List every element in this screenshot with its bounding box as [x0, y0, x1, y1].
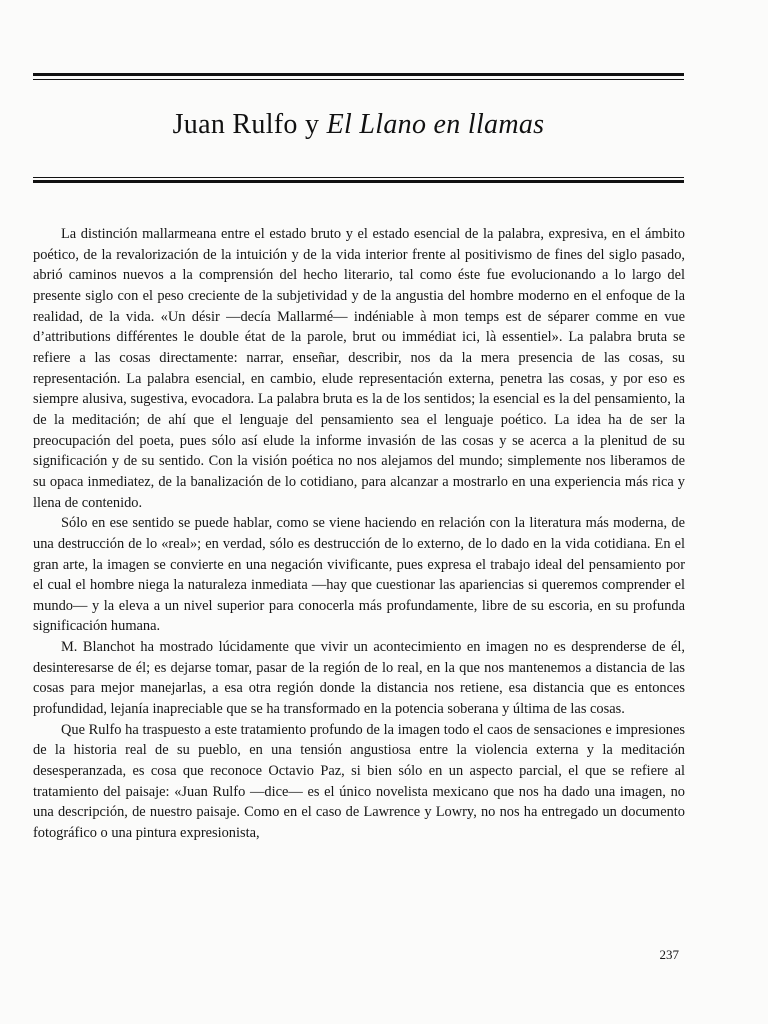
top-rule-thin	[33, 79, 684, 80]
page-number: 237	[659, 947, 679, 962]
title-italic: El Llano en llamas	[326, 109, 545, 140]
paragraph: Que Rulfo ha traspuesto a este tratamiento profundo de la imagen todo el caos de sensaciones e impresiones de la historia real de su pueblo, en una tensión angustiosa entre la violencia externa y la meditación desesperanzada, es cosa que reconoce Octavio Paz, si bien sólo en un aspecto parcial, el que se refiere al tratamiento del paisaje: «Juan Rulfo —dice— es el único novelista mexicano que nos ha dado una imagen, no una descripción, de nuestro paisaje. Como en el caso de Lawrence y Lowry, no nos ha entregado un documento fotográfico o una pintura expresionista,	[33, 721, 685, 842]
body-text	[33, 224, 685, 844]
top-rule-thick	[33, 73, 684, 76]
paragraph: La distinción mallarmeana entre el estado bruto y el estado esencial de la palabra, expresiva, en el ámbito poético, de la revalorización de la intuición y de la vida interior frente al positivismo de fines del siglo pasado, abrió caminos nuevos a la comprensión del hecho literario, tal como éste fue evolucionando a lo largo del presente siglo con el peso creciente de la subjetividad y de la angustia del hombre moderno en el enfoque de la realidad, de la vida. «Un désir —decía Mallarmé— indéniable à mon temps est de séparer comme en vue d’attributions différentes le double état de la parole, brut ou immédiat ici, là essentiel». La palabra bruta se refiere a las cosas directamente: narrar, enseñar, describir, nos da la mera presencia de las cosas, su representación. La palabra esencial, en cambio, elude representación externa, penetra las cosas, y por eso es siempre alusiva, sugestiva, evocadora. La palabra bruta es la de los sentidos; la esencial es la del pensamiento, la de la meditación; de ahí que el lenguaje del pensamiento sea el lenguaje poético. La idea ha de ser la preocupación del poeta, pues sólo así elude la informe invasión de las cosas y se acerca a la plenitud de su significación y de su sentido. Con la visión poética no nos alejamos del mundo; simplemente nos liberamos de su opaca inmediatez, de la banalización de lo cotidiano, para alcanzar a mostrarlo en una experiencia más rica y llena de contenido.	[33, 226, 685, 511]
title-prefix: Juan Rulfo y	[172, 109, 327, 140]
paragraph: Sólo en ese sentido se puede hablar, como se viene haciendo en relación con la literatura más moderna, de una destrucción de lo «real»; en verdad, sólo es destrucción de lo externo, de lo dado en la vida cotidiana. En el gran arte, la imagen se convierte en una negación vivificante, pues expresa el trabajo ideal del pensamiento por el cual el hombre niega la naturaleza inmediata —hay que cuestionar las apariencias si queremos comprender el mundo— y la eleva a un nivel superior para conocerla más profundamente, libre de su escoria, en su profunda significación humana.	[33, 515, 685, 635]
chapter-title	[33, 108, 684, 142]
bottom-rule-thick	[33, 180, 684, 183]
bottom-rule-thin	[33, 177, 684, 178]
paragraph: M. Blanchot ha mostrado lúcidamente que vivir un acontecimiento en imagen no es desprenderse de él, desinteresarse de él; es dejarse tomar, pasar de la región de lo real, en la que nos mantenemos a distancia de las cosas para mejor manejarlas, a esa otra región donde la distancia nos retiene, esa distancia que es entonces profundidad, lejanía inapreciable que se ha transformado en la potencia soberana y última de las cosas.	[33, 639, 685, 718]
